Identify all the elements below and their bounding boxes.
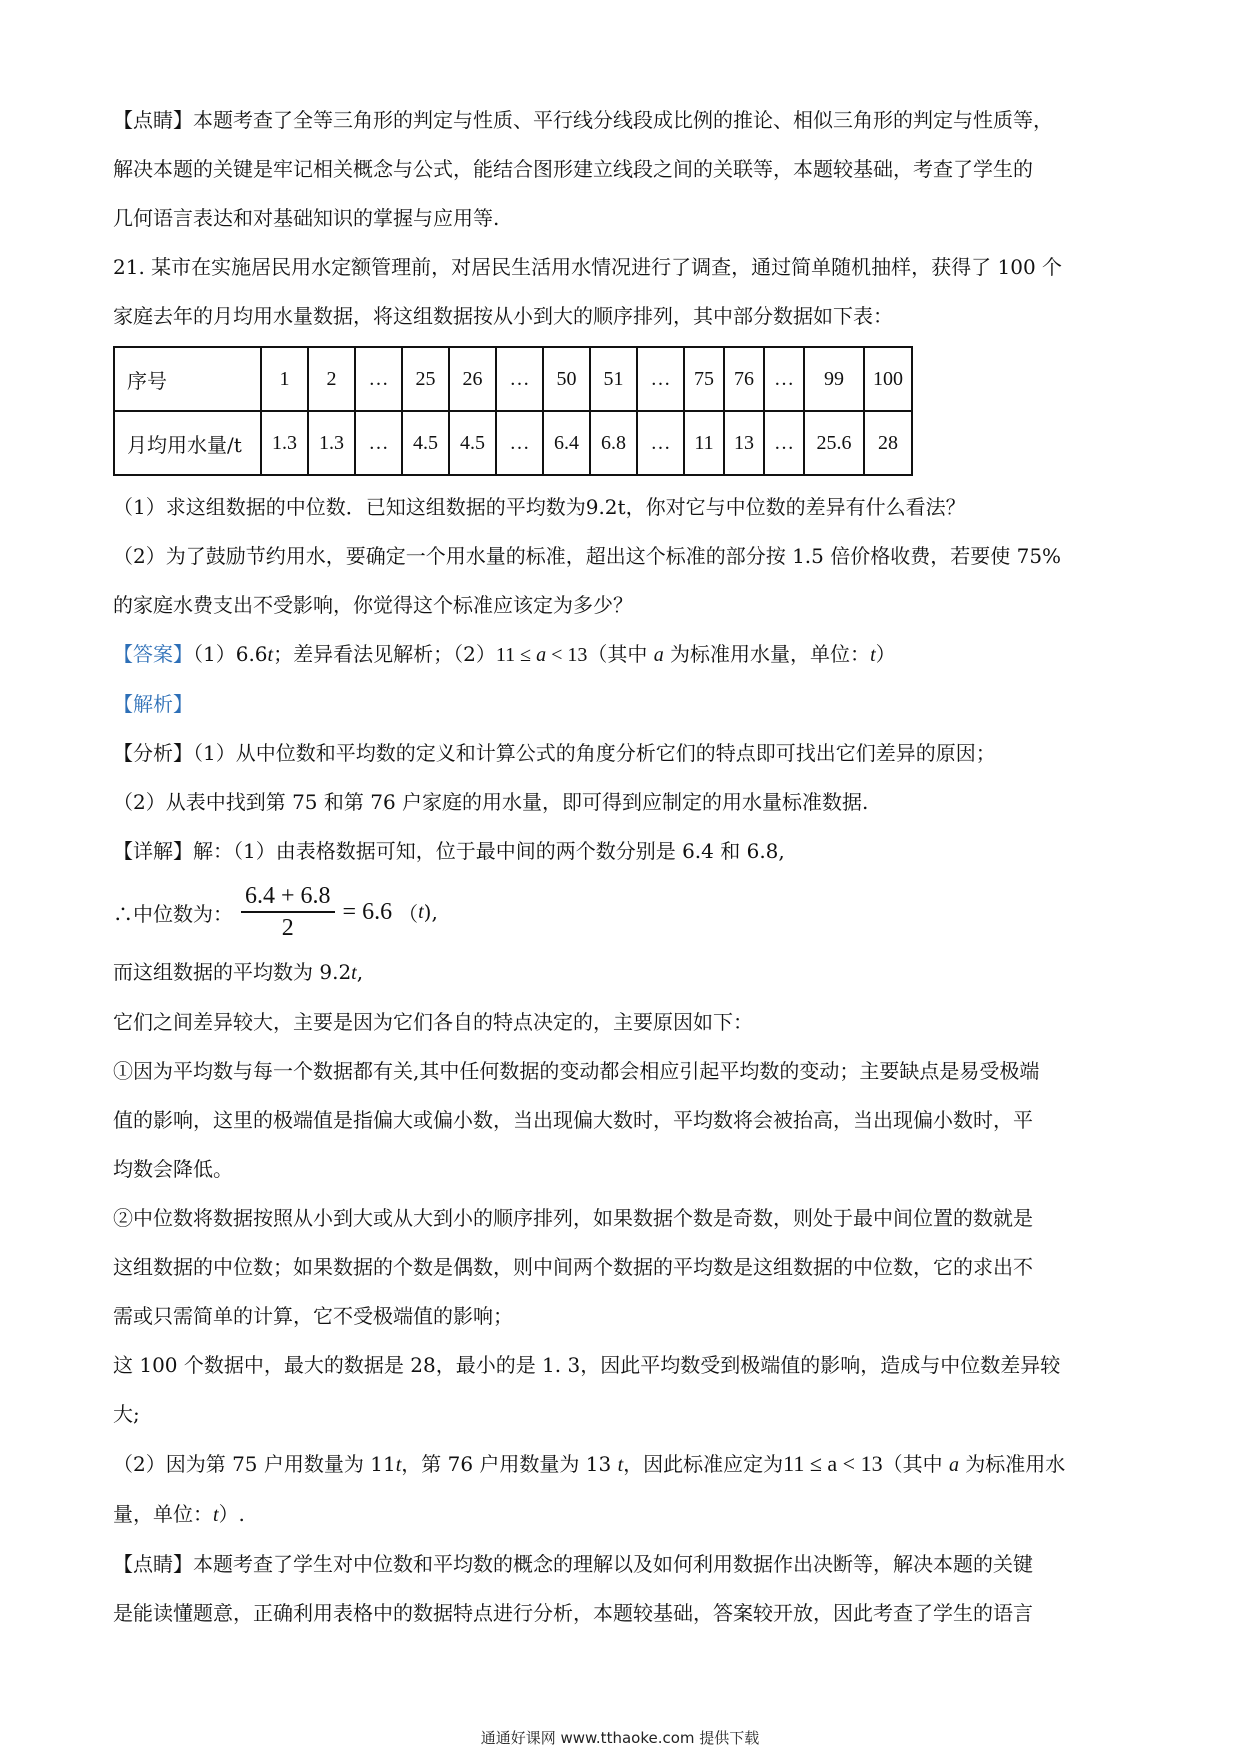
table-cell: …	[496, 411, 543, 475]
table-cell: 26	[449, 347, 496, 411]
table-row	[114, 347, 912, 411]
reason-3-line-1: 这 100 个数据中，最大的数据是 28，最小的是 1. 3，因此平均数受到极端值的影响，造成与中位数差异较	[113, 1353, 1061, 1377]
table-cell: 13	[724, 411, 764, 475]
table-cell: 25	[402, 347, 449, 411]
table-row-header: 月均用水量/t	[114, 411, 261, 475]
table-row	[114, 411, 912, 475]
prev-note-line-3: 几何语言表达和对基础知识的掌握与应用等.	[113, 206, 500, 230]
reason-2-line-3: 需或只需简单的计算，它不受极端值的影响；	[113, 1304, 513, 1328]
table-cell: …	[764, 411, 804, 475]
table-cell: …	[764, 347, 804, 411]
table-cell: 51	[590, 347, 637, 411]
table-cell: 6.4	[543, 411, 590, 475]
document-page	[113, 96, 1128, 1638]
table-cell: 100	[864, 347, 912, 411]
table-cell: 1.3	[261, 411, 308, 475]
answer-label: 【答案】	[113, 642, 193, 666]
reason-3-line-2: 大;	[113, 1402, 140, 1426]
table-cell: 50	[543, 347, 590, 411]
part-2-solution-line-2: 量，单位：t）.	[113, 1502, 245, 1526]
reason-2-line-1: ②中位数将数据按照从小到大或从大到小的顺序排列，如果数据个数是奇数，则处于最中间位置的数就是	[113, 1206, 1033, 1230]
detail-label: 【详解】	[113, 839, 193, 863]
table-cell: 11	[684, 411, 724, 475]
median-formula: ∴中位数为： $\frac{6.4 + 6.8}{2}$ = 6.6 （ t ),	[113, 883, 438, 941]
question-line-2: 家庭去年的月均用水量数据，将这组数据按从小到大的顺序排列，其中部分数据如下表：	[113, 304, 893, 328]
reason-2-line-2: 这组数据的中位数；如果数据的个数是偶数，则中间两个数据的平均数是这组数据的中位数，它的求出不	[113, 1255, 1033, 1279]
table-cell: …	[355, 411, 402, 475]
fenxi-line-1: 【分析】（1）从中位数和平均数的定义和计算公式的角度分析它们的特点即可找出它们差异的原因；	[113, 741, 996, 765]
table-cell: 6.8	[590, 411, 637, 475]
table-cell: 4.5	[402, 411, 449, 475]
table-cell: 2	[308, 347, 355, 411]
reason-1-line-2: 值的影响，这里的极端值是指偏大或偏小数，当出现偏大数时，平均数将会被抬高，当出现偏小数时，平	[113, 1108, 1033, 1132]
detail-line-1: 【详解】解：（1）由表格数据可知，位于最中间的两个数分别是 6.4 和 6.8,	[113, 839, 785, 863]
analysis-label: 【解析】	[113, 692, 193, 716]
table-cell: 1	[261, 347, 308, 411]
table-row-header: 序号	[114, 347, 261, 411]
water-usage-table	[113, 346, 913, 476]
final-note-label: 【点睛】	[113, 1552, 193, 1576]
prev-note-line-2: 解决本题的关键是牢记相关概念与公式，能结合图形建立线段之间的关联等，本题较基础，考查了学生的	[113, 157, 1033, 181]
table-cell: …	[355, 347, 402, 411]
table-cell: 76	[724, 347, 764, 411]
answer-line: 【答案】（1）6.6t；差异看法见解析；（2）11 ≤ a < 13（其中 a 为标准用水量，单位：t）	[113, 642, 896, 666]
mean-line: 而这组数据的平均数为 9.2t,	[113, 960, 364, 984]
table-cell: …	[496, 347, 543, 411]
table-cell: 75	[684, 347, 724, 411]
table-cell: 99	[804, 347, 864, 411]
part-2-solution-line-1: （2）因为第 75 户用数量为 11t，第 76 户用数量为 13 t，因此标准应定为11 ≤ a < 13（其中 a 为标准用水	[113, 1451, 1066, 1476]
table-cell: …	[637, 347, 684, 411]
final-note-line-1: 【点睛】本题考查了学生对中位数和平均数的概念的理解以及如何利用数据作出决断等，解决本题的关键	[113, 1552, 1033, 1576]
page-footer: 通通好课网 www.tthaoke.com 提供下载	[480, 1729, 760, 1747]
question-line-1: 21. 某市在实施居民用水定额管理前，对居民生活用水情况进行了调查，通过简单随机抽样，获得了 100 个	[113, 255, 1063, 279]
table-cell: 4.5	[449, 411, 496, 475]
reason-intro: 它们之间差异较大，主要是因为它们各自的特点决定的，主要原因如下：	[113, 1010, 753, 1034]
table-cell: 25.6	[804, 411, 864, 475]
median-fraction: $\frac{6.4 + 6.8}{2}$	[241, 881, 335, 943]
table-cell: …	[637, 411, 684, 475]
reason-1-line-3: 均数会降低。	[113, 1157, 233, 1181]
table-cell: 28	[864, 411, 912, 475]
table-cell: 1.3	[308, 411, 355, 475]
prev-note-label: 【点睛】	[113, 108, 193, 132]
part-1-text: （1）求这组数据的中位数．已知这组数据的平均数为9.2t，你对它与中位数的差异有什么看法？	[113, 495, 966, 519]
final-note-line-2: 是能读懂题意，正确利用表格中的数据特点进行分析，本题较基础，答案较开放，因此考查了学生的语言	[113, 1601, 1033, 1625]
part-2-text-b: 的家庭水费支出不受影响，你觉得这个标准应该定为多少？	[113, 593, 633, 617]
fenxi-label: 【分析】	[113, 741, 193, 765]
part-2-text-a: （2）为了鼓励节约用水，要确定一个用水量的标准，超出这个标准的部分按 1.5 倍价格收费，若要使 75%	[113, 544, 1062, 568]
reason-1-line-1: ①因为平均数与每一个数据都有关,其中任何数据的变动都会相应引起平均数的变动；主要缺点是易受极端	[113, 1059, 1040, 1083]
prev-note-line-1: 【点睛】本题考查了全等三角形的判定与性质、平行线分线段成比例的推论、相似三角形的判定与性质等，	[113, 108, 1053, 132]
fenxi-line-2: （2）从表中找到第 75 和第 76 户家庭的用水量，即可得到应制定的用水量标准数据.	[113, 790, 869, 814]
